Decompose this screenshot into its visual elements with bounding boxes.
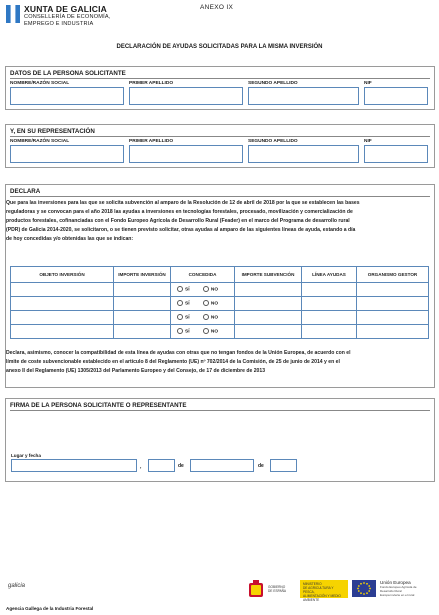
radio-option-no[interactable]: [203, 300, 218, 306]
applicant-nif-label: NIF: [364, 81, 372, 86]
applicant-surname1-label: PRIMER APELLIDO: [129, 81, 174, 86]
declara-text-line: productos forestales, cofinanciadas con el Fondo Europeo Agrícola de Desarrollo Rural (Feader) en el marco del Programa de desarrollo rural: [6, 218, 350, 224]
radio-label: SÍ: [185, 301, 190, 307]
radio-label: NO: [210, 329, 219, 335]
cell-objeto[interactable]: [11, 283, 114, 297]
cell-concedida: [171, 311, 235, 325]
org-dept-line2: EMPREGO E INDUSTRIA: [24, 20, 94, 27]
cell-importe-subvencion[interactable]: [235, 311, 302, 325]
declara-text-line: de hoy concedidas y/o obtenidas las que se indican:: [6, 236, 134, 242]
ministry-band: [300, 580, 348, 602]
cell-organismo[interactable]: [357, 297, 429, 311]
cell-objeto[interactable]: [11, 325, 114, 339]
declara-text-line: anexo II del Reglamento (UE) 1305/2013 del Parlamento Europeo y del Consejo, de 17 de diciembre de 2013: [6, 368, 266, 374]
cell-organismo[interactable]: [357, 311, 429, 325]
day-field[interactable]: [148, 459, 175, 472]
table-row: [11, 283, 429, 297]
representative-section-title: Y, EN SU REPRESENTACIÓN: [10, 128, 95, 135]
section-divider: [10, 196, 430, 197]
radio-label: NO: [210, 301, 219, 307]
declara-text-line: límite de coste subvencionable establecido en el artículo 8 del Reglamento (UE) nº 702/2014 de la Comisión, de 25 de junio de 2014 y en el: [6, 359, 340, 365]
cell-objeto[interactable]: [11, 311, 114, 325]
radio-label: NO: [210, 315, 219, 321]
cell-importe-inversion[interactable]: [114, 297, 171, 311]
applicant-surname1-field[interactable]: [129, 87, 243, 105]
col-header-organismo: ORGANISMO GESTOR: [357, 267, 429, 283]
applicant-section: [5, 66, 435, 110]
declara-section-title: DECLARA: [10, 188, 41, 195]
gov-line: DE ESPAÑA: [268, 589, 287, 593]
agency-name: Agencia Gallega de la Industria Forestal: [6, 606, 94, 611]
cell-linea-ayudas[interactable]: [302, 283, 357, 297]
applicant-name-field[interactable]: [10, 87, 124, 105]
cell-concedida: [171, 283, 235, 297]
radio-option-no[interactable]: [203, 314, 218, 320]
eu-line: Desarrollo Rural: [380, 589, 402, 593]
cell-organismo[interactable]: [357, 325, 429, 339]
eu-flag-icon: [352, 580, 376, 597]
ministry-line: DE AGRICULTURA Y PESCA,: [303, 586, 334, 594]
year-field[interactable]: [270, 459, 297, 472]
table-row: [11, 297, 429, 311]
radio-icon[interactable]: [203, 328, 209, 334]
de-label: de: [178, 463, 184, 469]
xunta-emblem-icon: [6, 5, 20, 23]
gov-line: GOBIERNO: [268, 585, 286, 589]
radio-option-si[interactable]: [177, 314, 190, 320]
applicant-nif-field[interactable]: [364, 87, 428, 105]
aid-table-header-row: [11, 267, 429, 283]
radio-option-no[interactable]: [203, 328, 218, 334]
annex-label: ANEXO IX: [200, 4, 234, 11]
cell-linea-ayudas[interactable]: [302, 325, 357, 339]
signature-section-title: FIRMA DE LA PERSONA SOLICITANTE O REPRESENTANTE: [10, 402, 187, 409]
representative-surname1-label: PRIMER APELLIDO: [129, 139, 174, 144]
page-header: [0, 0, 439, 40]
eu-line: Fondo Europeo Agrícola de: [380, 585, 417, 589]
eu-line: Europa invierte en el rural: [380, 593, 415, 597]
de-label: de: [258, 463, 264, 469]
radio-icon[interactable]: [177, 300, 183, 306]
comma-separator: ,: [140, 464, 142, 470]
document-title: DECLARACIÓN DE AYUDAS SOLICITADAS PARA LA MISMA INVERSIÓN: [116, 44, 323, 50]
galicia-logo: galicia: [8, 583, 26, 589]
radio-option-si[interactable]: [177, 300, 190, 306]
gov-name: [268, 585, 296, 593]
radio-icon[interactable]: [203, 314, 209, 320]
org-dept-line1: CONSELLERÍA DE ECONOMÍA,: [24, 14, 111, 20]
representative-nif-label: NIF: [364, 139, 372, 144]
org-name: XUNTA DE GALICIA: [24, 4, 108, 14]
representative-surname2-field[interactable]: [248, 145, 359, 163]
table-row: [11, 311, 429, 325]
representative-name-label: NOMBRE/RAZÓN SOCIAL: [10, 139, 70, 144]
radio-icon[interactable]: [203, 300, 209, 306]
eu-logo: [352, 580, 436, 597]
month-field[interactable]: [190, 459, 254, 472]
radio-label: SÍ: [185, 287, 190, 293]
applicant-surname2-label: SEGUNDO APELLIDO: [248, 81, 298, 86]
declara-text-line: Que para las inversiones para las que se solicita subvención al amparo de la Resolución de 12 de abril de 2018 por la que se establecen las bases: [6, 200, 360, 206]
representative-surname1-field[interactable]: [129, 145, 243, 163]
col-header-importe-subvencion: IMPORTE SUBVENCIÓN: [235, 267, 302, 283]
col-header-objeto: OBJETO INVERSIÓN: [11, 267, 114, 283]
radio-option-no[interactable]: [203, 286, 218, 292]
radio-label: SÍ: [185, 315, 190, 321]
cell-importe-subvencion[interactable]: [235, 283, 302, 297]
representative-nif-field[interactable]: [364, 145, 428, 163]
cell-importe-inversion[interactable]: [114, 311, 171, 325]
cell-organismo[interactable]: [357, 283, 429, 297]
place-date-label: Lugar y fecha: [11, 453, 41, 458]
applicant-section-title: DATOS DE LA PERSONA SOLICITANTE: [10, 70, 126, 77]
cell-importe-inversion[interactable]: [114, 325, 171, 339]
applicant-name-label: NOMBRE/RAZÓN SOCIAL: [10, 81, 70, 86]
declara-text-line: Declara, asimismo, conocer la compatibilidad de esta línea de ayudas con otras que no tengan fondos de la Unión Europea, de acuerdo con el: [6, 350, 351, 356]
radio-icon[interactable]: [177, 314, 183, 320]
xunta-logo: [6, 4, 111, 27]
radio-icon[interactable]: [177, 286, 183, 292]
declara-paragraph-1: [6, 199, 426, 244]
cell-linea-ayudas[interactable]: [302, 311, 357, 325]
ministry-line: MINISTERIO: [303, 582, 322, 586]
col-header-linea-ayudas: LÍNEA AYUDAS: [302, 267, 357, 283]
spain-government-logo: [248, 580, 348, 602]
declara-paragraph-2: [6, 349, 426, 376]
spain-shield-icon: [248, 580, 264, 598]
eu-text: [380, 580, 436, 597]
representative-surname2-label: SEGUNDO APELLIDO: [248, 139, 298, 144]
cell-importe-subvencion[interactable]: [235, 325, 302, 339]
cell-concedida: [171, 297, 235, 311]
radio-label: NO: [210, 287, 219, 293]
radio-icon[interactable]: [203, 286, 209, 292]
declara-text-line: (PDR) de Galicia 2014-2020, se solicitaron, o se tienen previsto solicitar, otras ayudas al amparo de las siguientes líneas de ayuda, estando a día: [6, 227, 356, 233]
radio-icon[interactable]: [177, 328, 183, 334]
radio-label: SÍ: [185, 329, 190, 335]
ministry-line: ALIMENTACIÓN Y MEDIO AMBIENTE: [303, 594, 341, 602]
representative-name-field[interactable]: [10, 145, 124, 163]
representative-section: [5, 124, 435, 168]
cell-importe-inversion[interactable]: [114, 283, 171, 297]
cell-linea-ayudas[interactable]: [302, 297, 357, 311]
col-header-importe-inversion: IMPORTE INVERSIÓN: [114, 267, 171, 283]
cell-importe-subvencion[interactable]: [235, 297, 302, 311]
radio-option-si[interactable]: [177, 286, 190, 292]
table-row: [11, 325, 429, 339]
applicant-surname2-field[interactable]: [248, 87, 359, 105]
aid-table: [10, 266, 429, 339]
cell-objeto[interactable]: [11, 297, 114, 311]
declara-text-line: reguladoras y se convocan para el año 2018 las ayudas a inversiones en tecnologías forestales, procesado, movilización y comercialización de: [6, 209, 353, 215]
radio-option-si[interactable]: [177, 328, 190, 334]
section-divider: [10, 410, 430, 411]
place-field[interactable]: [11, 459, 137, 472]
section-divider: [10, 78, 430, 79]
eu-title: Unión Europea: [380, 580, 411, 585]
cell-concedida: [171, 325, 235, 339]
col-header-concedida: CONCEDIDA: [171, 267, 235, 283]
section-divider: [10, 136, 430, 137]
